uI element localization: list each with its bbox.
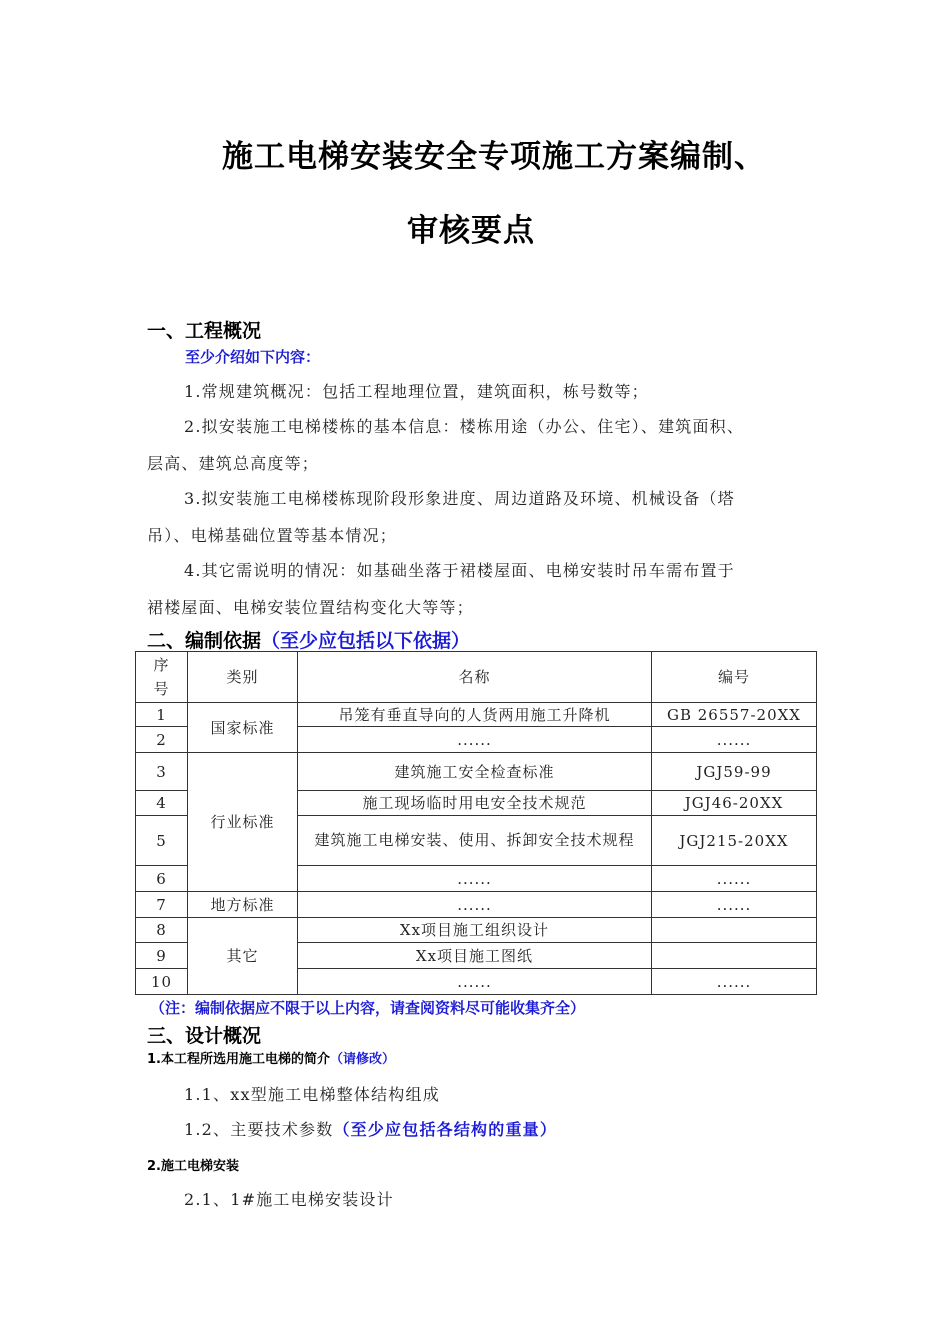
section3-item1-2 [184, 1117, 557, 1140]
section1-hint: 至少介绍如下内容： [185, 348, 321, 366]
section3-item1-2-note: （至少应包括各结构的重量） [333, 1120, 558, 1139]
header-name: 名称 [298, 652, 652, 703]
row-name: ...... [298, 892, 652, 918]
row-name: ...... [298, 866, 652, 892]
row-no: 8 [136, 918, 188, 943]
section3-sub1-label: 1.本工程所选用施工电梯的简介 [147, 1052, 330, 1067]
table-row [136, 892, 817, 918]
section1-item2-line1: 2.拟安装施工电梯楼栋的基本信息：楼栋用途（办公、住宅）、建筑面积、 [184, 417, 745, 436]
header-no: 序号 [136, 652, 188, 703]
row-code: ...... [652, 892, 817, 918]
row-no: 2 [136, 727, 188, 753]
section3-heading: 三、设计概况 [147, 1025, 262, 1047]
table-row [136, 753, 817, 791]
section2-heading-note: （至少应包括以下依据） [261, 630, 471, 652]
section3-sub1 [147, 1048, 395, 1067]
row-no: 9 [136, 943, 188, 969]
table-row [136, 918, 817, 943]
row-name: 建筑施工电梯安装、使用、拆卸安全技术规程 [298, 816, 652, 866]
row-code [652, 943, 817, 969]
section1-item1: 1.常规建筑概况：包括工程地理位置，建筑面积，栋号数等； [184, 382, 649, 401]
row-name: 建筑施工安全检查标准 [298, 753, 652, 791]
row-no: 4 [136, 791, 188, 816]
row-name: ...... [298, 727, 652, 753]
row-code: ...... [652, 727, 817, 753]
row-code: GB 26557-20XX [652, 703, 817, 727]
section1-item2-line2: 层高、建筑总高度等； [147, 454, 320, 473]
row-name: Xx项目施工组织设计 [298, 918, 652, 943]
section1-heading: 一、工程概况 [147, 320, 262, 342]
row-no: 10 [136, 969, 188, 995]
section3-item1-1: 1.1、xx型施工电梯整体结构组成 [184, 1085, 440, 1104]
header-category: 类别 [188, 652, 298, 703]
row-code [652, 918, 817, 943]
row-name: ...... [298, 969, 652, 995]
section3-item2-1: 2.1、1#施工电梯安装设计 [184, 1190, 394, 1209]
section1-item3-line2: 吊）、电梯基础位置等基本情况； [147, 526, 398, 545]
row-category: 国家标准 [188, 703, 298, 753]
section3-sub2: 2.施工电梯安装 [147, 1159, 239, 1174]
row-code: ...... [652, 969, 817, 995]
basis-note: （注：编制依据应不限于以上内容，请查阅资料尽可能收集齐全） [150, 999, 586, 1017]
section2-heading [147, 626, 470, 653]
row-category: 地方标准 [188, 892, 298, 918]
row-no: 5 [136, 816, 188, 866]
row-category: 行业标准 [188, 753, 298, 892]
document-title-line2: 审核要点 [407, 213, 535, 249]
row-name: 施工现场临时用电安全技术规范 [298, 791, 652, 816]
row-code: JGJ59-99 [652, 753, 817, 791]
section3-sub1-note: （请修改） [329, 1052, 395, 1067]
row-no: 1 [136, 703, 188, 727]
row-name: 吊笼有垂直导向的人货两用施工升降机 [298, 703, 652, 727]
row-code: ...... [652, 866, 817, 892]
table-header-row [136, 652, 817, 703]
row-no: 7 [136, 892, 188, 918]
row-name: Xx项目施工图纸 [298, 943, 652, 969]
row-no: 3 [136, 753, 188, 791]
header-code: 编号 [652, 652, 817, 703]
section1-item4-line2: 裙楼屋面、电梯安装位置结构变化大等等； [147, 598, 474, 617]
section3-item1-2-label: 1.2、主要技术参数 [184, 1120, 334, 1139]
section2-heading-text: 二、编制依据 [147, 630, 262, 652]
row-code: JGJ46-20XX [652, 791, 817, 816]
row-code: JGJ215-20XX [652, 816, 817, 866]
section1-item3-line1: 3.拟安装施工电梯楼栋现阶段形象进度、周边道路及环境、机械设备（塔 [184, 489, 735, 508]
row-category: 其它 [188, 918, 298, 995]
row-no: 6 [136, 866, 188, 892]
document-title-line1: 施工电梯安装安全专项施工方案编制、 [222, 139, 766, 175]
table-row [136, 703, 817, 727]
basis-table [135, 651, 817, 995]
section1-item4-line1: 4.其它需说明的情况：如基础坐落于裙楼屋面、电梯安装时吊车需布置于 [184, 561, 735, 580]
